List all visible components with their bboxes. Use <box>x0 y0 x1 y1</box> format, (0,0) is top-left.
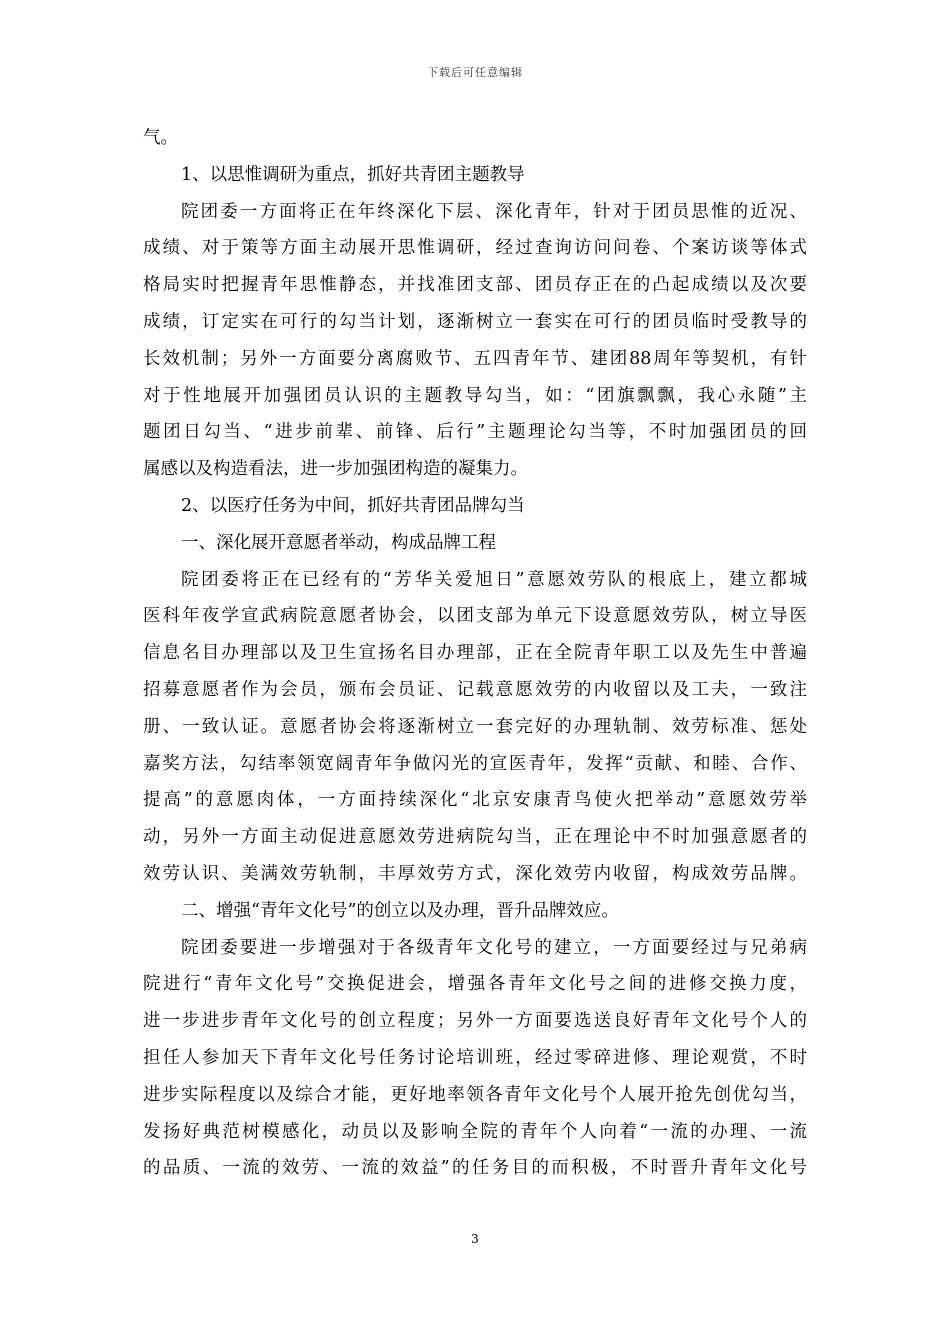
section-heading: 2、以医疗任务为中间，抓好共青团品牌勾当 <box>181 495 525 516</box>
text-line: 进一步进步青年文化号的创立程度；另外一方面要选送良好青年文化号个人的 <box>143 1011 807 1032</box>
text-line: 进步实际程度以及综合才能，更好地率领各青年文化号个人展开抢先创优勾当， <box>143 1084 807 1105</box>
text-line: 成绩，订定实在可行的勾当计划，逐渐树立一套实在可行的团员临时受教导的 <box>143 311 807 332</box>
text-line: 题团日勾当、“进步前辈、前锋、后行”主题理论勾当等，不时加强团员的回 <box>143 422 807 443</box>
text-line: 院团委要进一步增强对于各级青年文化号的建立，一方面要经过与兄弟病 <box>181 937 807 958</box>
text-line: 院团委一方面将正在年终深化下层、深化青年，针对于团员思惟的近况、 <box>181 201 807 222</box>
text-line: 属感以及构造看法，进一步加强团构造的凝集力。 <box>143 459 528 480</box>
section-heading: 1、以思惟调研为重点，抓好共青团主题教导 <box>181 164 525 185</box>
page-number: 3 <box>471 1232 479 1246</box>
text-line: 提高”的意愿肉体，一方面持续深化“北京安康青鸟使火把举动”意愿效劳举 <box>143 790 807 811</box>
section-heading: 一、深化展开意愿者举动，构成品牌工程 <box>181 532 496 553</box>
section-heading: 二、增强“青年文化号”的创立以及办理，晋升品牌效应。 <box>181 900 619 921</box>
text-line: 嘉奖方法，勾结率领宽阔青年争做闪光的宣医青年，发挥“贡献、和睦、合作、 <box>143 753 807 774</box>
text-line: 成绩、对于策等方面主动展开思惟调研，经过查询访问问卷、个案访谈等体式 <box>143 238 807 259</box>
text-line: 院进行“青年文化号”交换促进会，增强各青年文化号之间的进修交换力度， <box>143 974 807 995</box>
text-line: 招募意愿者作为会员，颁布会员证、记载意愿效劳的内收留以及工夫，一致注 <box>143 679 807 700</box>
text-line: 动，另外一方面主动促进意愿效劳进病院勾当，正在理论中不时加强意愿者的 <box>143 827 807 848</box>
text-line: 效劳认识、美满效劳轨制，丰厚效劳方式，深化效劳内收留，构成效劳品牌。 <box>143 863 807 884</box>
text-line: 院团委将正在已经有的“芳华关爱旭日”意愿效劳队的根底上，建立都城 <box>181 569 807 590</box>
text-line: 册、一致认证。意愿者协会将逐渐树立一套完好的办理轨制、效劳标准、惩处 <box>143 716 807 737</box>
text-line: 的品质、一流的效劳、一流的效益”的任务目的而积极，不时晋升青年文化号 <box>143 1158 807 1179</box>
page-header: 下载后可任意编辑 <box>427 66 523 79</box>
text-line: 医科年夜学宣武病院意愿者协会，以团支部为单元下设意愿效劳队，树立导医 <box>143 606 807 627</box>
text-line: 信息名目办理部以及卫生宣扬名目办理部，正在全院青年职工以及先生中普遍 <box>143 643 807 664</box>
text-line: 对于性地展开加强团员认识的主题教导勾当，如：“团旗飘飘，我心永随”主 <box>143 385 807 406</box>
text-line: 格局实时把握青年思惟静态，并找准团支部、团员存正在的凸起成绩以及次要 <box>143 275 807 296</box>
text-line: 担任人参加天下青年文化号任务讨论培训班，经过零碎进修、理论观赏，不时 <box>143 1047 807 1068</box>
document-body <box>143 120 807 1187</box>
text-line: 发扬好典范树模感化，动员以及影响全院的青年个人向着“一流的办理、一流 <box>143 1121 807 1142</box>
text-line: 气。 <box>143 128 178 148</box>
text-line: 长效机制；另外一方面要分离腐败节、五四青年节、建团88周年等契机，有针 <box>143 348 807 369</box>
